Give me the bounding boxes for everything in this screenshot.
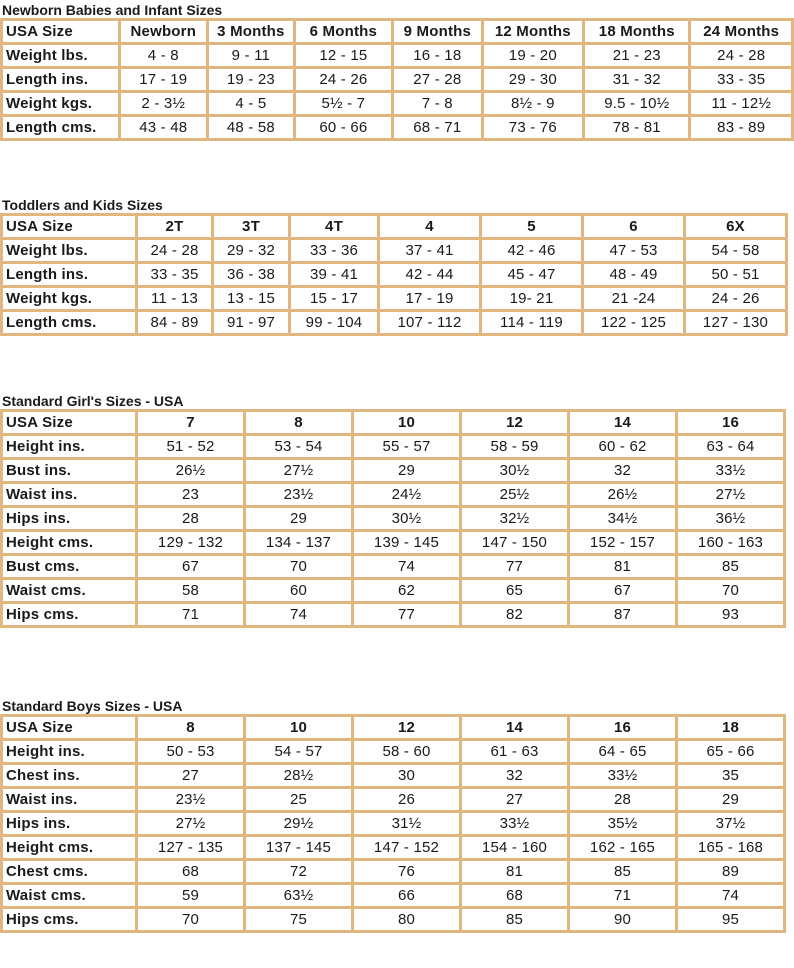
table-cell: 34½ [570,508,675,529]
table-cell: 23½ [246,484,351,505]
table-cell: 36½ [678,508,783,529]
table-row [3,117,791,138]
table-row [3,813,783,834]
table-cell: 68 [462,885,567,906]
table-cell: 48 - 58 [209,117,293,138]
table-cell: 66 [354,885,459,906]
table-cell: 45 - 47 [482,264,581,285]
table-cell: 78 - 81 [585,117,688,138]
girls-size-section [0,393,786,628]
table-row [3,789,783,810]
table-cell: 147 - 152 [354,837,459,858]
table-cell: 43 - 48 [121,117,207,138]
row-label: Length ins. [3,264,135,285]
table-cell: 19 - 23 [209,69,293,90]
table-row [3,240,785,261]
table-cell: 99 - 104 [291,312,377,333]
column-header: 14 [462,717,567,738]
table-cell: 58 - 59 [462,436,567,457]
table-row [3,861,783,882]
table-cell: 24 - 28 [691,45,791,66]
table-cell: 64 - 65 [570,741,675,762]
table-cell: 85 [462,909,567,930]
table-cell: 31½ [354,813,459,834]
boys-size-table [0,714,786,933]
table-cell: 60 - 66 [296,117,391,138]
table-cell: 54 - 57 [246,741,351,762]
table-cell: 90 [570,909,675,930]
column-header: 10 [246,717,351,738]
row-label: Waist cms. [3,885,135,906]
table-cell: 39 - 41 [291,264,377,285]
table-cell: 15 - 17 [291,288,377,309]
column-header: 4 [380,216,479,237]
table-cell: 12 - 15 [296,45,391,66]
table-cell: 23 [138,484,243,505]
table-row [3,532,783,553]
table-cell: 62 [354,580,459,601]
table-cell: 60 - 62 [570,436,675,457]
table-cell: 50 - 51 [686,264,785,285]
table-cell: 13 - 15 [214,288,288,309]
row-label: Bust cms. [3,556,135,577]
column-header: 16 [678,412,783,433]
table-cell: 29 [354,460,459,481]
table-row [3,484,783,505]
table-cell: 48 - 49 [584,264,683,285]
row-label: Height ins. [3,436,135,457]
table-cell: 7 - 8 [394,93,481,114]
row-label: Weight lbs. [3,240,135,261]
table-cell: 54 - 58 [686,240,785,261]
table-cell: 89 [678,861,783,882]
column-header: 7 [138,412,243,433]
table-cell: 165 - 168 [678,837,783,858]
table-cell: 71 [570,885,675,906]
row-label: Height ins. [3,741,135,762]
table-cell: 24½ [354,484,459,505]
table-cell: 77 [462,556,567,577]
table-cell: 47 - 53 [584,240,683,261]
table-cell: 24 - 26 [686,288,785,309]
table-cell: 21 -24 [584,288,683,309]
table-cell: 21 - 23 [585,45,688,66]
row-label: Chest cms. [3,861,135,882]
table-cell: 30 [354,765,459,786]
table-cell: 68 [138,861,243,882]
column-header: 2T [138,216,211,237]
header-row [3,216,785,237]
column-header: 10 [354,412,459,433]
table-cell: 33 - 35 [138,264,211,285]
row-label: Weight kgs. [3,288,135,309]
table-cell: 87 [570,604,675,625]
table-cell: 73 - 76 [484,117,582,138]
table-row [3,885,783,906]
table-cell: 26½ [138,460,243,481]
table-cell: 139 - 145 [354,532,459,553]
table-cell: 63½ [246,885,351,906]
column-header: Newborn [121,21,207,42]
table-row [3,508,783,529]
table-row [3,837,783,858]
row-label: Height cms. [3,837,135,858]
table-row [3,580,783,601]
column-header: 14 [570,412,675,433]
table-cell: 2 - 3½ [121,93,207,114]
table-cell: 65 - 66 [678,741,783,762]
table-cell: 114 - 119 [482,312,581,333]
table-cell: 27 [138,765,243,786]
table-cell: 37 - 41 [380,240,479,261]
table-cell: 35½ [570,813,675,834]
table-row [3,288,785,309]
table-cell: 70 [678,580,783,601]
table-cell: 85 [570,861,675,882]
table-row [3,436,783,457]
row-label: Length ins. [3,69,118,90]
table-row [3,45,791,66]
table-cell: 26½ [570,484,675,505]
table-cell: 30½ [462,460,567,481]
table-cell: 65 [462,580,567,601]
newborn-size-table [0,18,794,141]
row-label: Hips cms. [3,909,135,930]
table-cell: 29 - 32 [214,240,288,261]
row-label: Hips cms. [3,604,135,625]
table-cell: 29 [678,789,783,810]
girls-size-table [0,409,786,628]
boys-size-section [0,698,786,933]
table-cell: 83 - 89 [691,117,791,138]
table-cell: 24 - 26 [296,69,391,90]
header-row [3,717,783,738]
column-header: 12 Months [484,21,582,42]
table-cell: 11 - 13 [138,288,211,309]
table-cell: 122 - 125 [584,312,683,333]
column-header: 18 [678,717,783,738]
table-cell: 58 - 60 [354,741,459,762]
table-cell: 160 - 163 [678,532,783,553]
table-cell: 137 - 145 [246,837,351,858]
table-cell: 147 - 150 [462,532,567,553]
table-row [3,460,783,481]
table-cell: 17 - 19 [380,288,479,309]
column-header: 9 Months [394,21,481,42]
row-label: Hips ins. [3,508,135,529]
table-cell: 91 - 97 [214,312,288,333]
table-cell: 93 [678,604,783,625]
column-header: 3T [214,216,288,237]
table-cell: 61 - 63 [462,741,567,762]
header-label: USA Size [3,412,135,433]
table-cell: 50 - 53 [138,741,243,762]
column-header: 8 [138,717,243,738]
table-cell: 25½ [462,484,567,505]
table-row [3,69,791,90]
row-label: Bust ins. [3,460,135,481]
table-cell: 129 - 132 [138,532,243,553]
column-header: 12 [354,717,459,738]
toddler-size-section [0,197,788,336]
table-row [3,909,783,930]
table-cell: 70 [138,909,243,930]
table-cell: 72 [246,861,351,882]
table-row [3,604,783,625]
table-cell: 80 [354,909,459,930]
row-label: Length cms. [3,117,118,138]
table-cell: 9.5 - 10½ [585,93,688,114]
table-cell: 5½ - 7 [296,93,391,114]
header-label: USA Size [3,216,135,237]
table-cell: 162 - 165 [570,837,675,858]
table-cell: 29½ [246,813,351,834]
row-label: Height cms. [3,532,135,553]
column-header: 6 [584,216,683,237]
table-cell: 67 [138,556,243,577]
table-cell: 26 [354,789,459,810]
table-cell: 11 - 12½ [691,93,791,114]
table-row [3,312,785,333]
table-cell: 33 - 35 [691,69,791,90]
table-cell: 33 - 36 [291,240,377,261]
table-cell: 17 - 19 [121,69,207,90]
row-label: Chest ins. [3,765,135,786]
table-cell: 58 [138,580,243,601]
table-cell: 9 - 11 [209,45,293,66]
table-cell: 42 - 44 [380,264,479,285]
column-header: 18 Months [585,21,688,42]
table-cell: 37½ [678,813,783,834]
table-row [3,741,783,762]
table-cell: 68 - 71 [394,117,481,138]
column-header: 24 Months [691,21,791,42]
table-cell: 84 - 89 [138,312,211,333]
column-header: 16 [570,717,675,738]
table-cell: 28 [570,789,675,810]
table-cell: 42 - 46 [482,240,581,261]
table-cell: 28½ [246,765,351,786]
row-label: Waist ins. [3,484,135,505]
table-cell: 30½ [354,508,459,529]
table-cell: 24 - 28 [138,240,211,261]
row-label: Waist cms. [3,580,135,601]
table-cell: 59 [138,885,243,906]
table-cell: 31 - 32 [585,69,688,90]
table-cell: 71 [138,604,243,625]
table-cell: 127 - 130 [686,312,785,333]
table-cell: 19 - 20 [484,45,582,66]
table-cell: 55 - 57 [354,436,459,457]
column-header: 5 [482,216,581,237]
row-label: Waist ins. [3,789,135,810]
table-cell: 51 - 52 [138,436,243,457]
table-cell: 107 - 112 [380,312,479,333]
section-title: Newborn Babies and Infant Sizes [2,2,223,18]
table-cell: 36 - 38 [214,264,288,285]
table-cell: 76 [354,861,459,882]
table-cell: 8½ - 9 [484,93,582,114]
table-cell: 81 [462,861,567,882]
table-cell: 85 [678,556,783,577]
table-cell: 4 - 8 [121,45,207,66]
table-cell: 25 [246,789,351,810]
column-header: 12 [462,412,567,433]
table-cell: 19- 21 [482,288,581,309]
table-cell: 32½ [462,508,567,529]
table-cell: 127 - 135 [138,837,243,858]
table-cell: 33½ [462,813,567,834]
table-row [3,93,791,114]
table-cell: 77 [354,604,459,625]
table-cell: 75 [246,909,351,930]
column-header: 3 Months [209,21,293,42]
column-header: 6X [686,216,785,237]
row-label: Length cms. [3,312,135,333]
header-label: USA Size [3,717,135,738]
header-row [3,412,783,433]
table-row [3,264,785,285]
table-cell: 74 [678,885,783,906]
table-cell: 67 [570,580,675,601]
table-cell: 29 - 30 [484,69,582,90]
table-cell: 32 [462,765,567,786]
table-cell: 27½ [246,460,351,481]
table-cell: 33½ [678,460,783,481]
table-cell: 29 [246,508,351,529]
table-cell: 28 [138,508,243,529]
table-cell: 154 - 160 [462,837,567,858]
table-cell: 74 [354,556,459,577]
table-cell: 27½ [678,484,783,505]
table-cell: 134 - 137 [246,532,351,553]
table-cell: 74 [246,604,351,625]
row-label: Weight lbs. [3,45,118,66]
row-label: Hips ins. [3,813,135,834]
table-cell: 53 - 54 [246,436,351,457]
section-title: Toddlers and Kids Sizes [2,197,163,213]
table-cell: 32 [570,460,675,481]
newborn-size-section [0,2,794,141]
column-header: 6 Months [296,21,391,42]
table-cell: 35 [678,765,783,786]
table-cell: 27 [462,789,567,810]
table-cell: 63 - 64 [678,436,783,457]
section-title: Standard Boys Sizes - USA [2,698,183,714]
table-cell: 4 - 5 [209,93,293,114]
table-cell: 81 [570,556,675,577]
table-cell: 27 - 28 [394,69,481,90]
table-row [3,765,783,786]
table-cell: 33½ [570,765,675,786]
table-cell: 95 [678,909,783,930]
toddler-size-table [0,213,788,336]
table-row [3,556,783,577]
header-label: USA Size [3,21,118,42]
table-cell: 82 [462,604,567,625]
table-cell: 60 [246,580,351,601]
table-cell: 152 - 157 [570,532,675,553]
table-cell: 23½ [138,789,243,810]
table-cell: 16 - 18 [394,45,481,66]
row-label: Weight kgs. [3,93,118,114]
section-title: Standard Girl's Sizes - USA [2,393,184,409]
column-header: 4T [291,216,377,237]
table-cell: 70 [246,556,351,577]
header-row [3,21,791,42]
table-cell: 27½ [138,813,243,834]
column-header: 8 [246,412,351,433]
